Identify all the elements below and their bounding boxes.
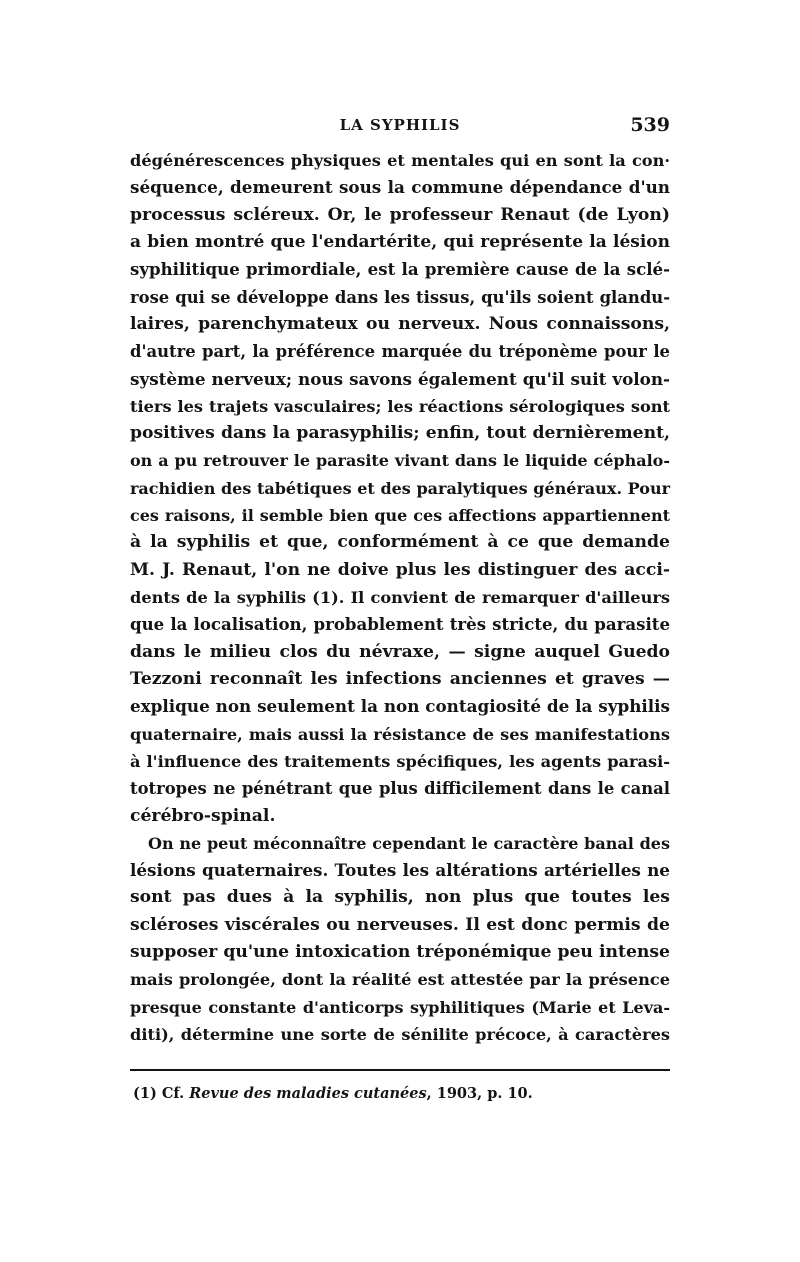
- text-line: syphilitique primordiale, est la première cause de la sclé-: [130, 259, 670, 280]
- text-line: cérébro-spinal.: [130, 805, 276, 826]
- text-line: séquence, demeurent sous la commune dépendance d'un: [130, 177, 670, 198]
- text-line: dents de la syphilis (1). Il convient de remarquer d'ailleurs: [130, 588, 670, 607]
- footnote-source-title: Revue des maladies cutanées: [189, 1085, 427, 1102]
- text-line: on a pu retrouver le parasite vivant dans le liquide céphalo-: [130, 451, 670, 471]
- text-line: M. J. Renaut, l'on ne doive plus les distinguer des acci-: [130, 559, 670, 580]
- body-text: [130, 147, 670, 1048]
- text-line: quaternaire, mais aussi la résistance de ses manifestations: [130, 724, 670, 744]
- text-line: rachidien des tabétiques et des paralytiques généraux. Pour: [130, 478, 670, 498]
- page-number: 539: [630, 114, 670, 136]
- text-line: lésions quaternaires. Toutes les altérations artérielles ne: [130, 860, 670, 881]
- footnote-reference: , 1903, p. 10.: [426, 1085, 533, 1102]
- text-line: a bien montré que l'endartérite, qui représente la lésion: [130, 231, 670, 252]
- text-line: diti), détermine une sorte de sénilite précoce, à caractères: [130, 1025, 670, 1044]
- paragraph-start-line: On ne peut méconnaître cependant le caractère banal des: [148, 833, 670, 853]
- text-line: à l'influence des traitements spécifiques, les agents parasi-: [130, 751, 670, 771]
- text-line: à la syphilis et que, conformément à ce que demande: [130, 532, 670, 553]
- footnote-divider: [130, 1069, 670, 1071]
- text-line: d'autre part, la préférence marquée du tréponème pour le: [130, 342, 670, 362]
- footnote-marker: (1) Cf.: [133, 1085, 190, 1102]
- running-title: LA SYPHILIS: [339, 116, 461, 134]
- text-line: Tezzoni reconnaît les infections anciennes et graves —: [130, 668, 670, 689]
- text-line: laires, parenchymateux ou nerveux. Nous connaissons,: [130, 313, 670, 334]
- text-line: que la localisation, probablement très stricte, du parasite: [130, 614, 670, 635]
- running-header: [130, 114, 670, 136]
- text-line: sont pas dues à la syphilis, non plus que toutes les: [130, 887, 670, 908]
- text-line: dans le milieu clos du névraxe, — signe auquel Guedo: [130, 641, 670, 662]
- text-line: tiers les trajets vasculaires; les réactions sérologiques sont: [130, 396, 670, 416]
- text-line: processus scléreux. Or, le professeur Renaut (de Lyon): [130, 204, 670, 225]
- text-line: mais prolongée, dont la réalité est attestée par la présence: [130, 970, 670, 990]
- text-line: ces raisons, il semble bien que ces affections appartiennent: [130, 506, 670, 526]
- text-line: système nerveux; nous savons également qu'il suit volon-: [130, 368, 670, 389]
- text-line: positives dans la parasyphilis; enfin, tout dernièrement,: [130, 423, 670, 444]
- text-line: presque constante d'anticorps syphilitiques (Marie et Leva-: [130, 997, 670, 1017]
- text-line: dégénérescences physiques et mentales qui en sont la con·: [130, 151, 670, 170]
- text-line: supposer qu'une intoxication tréponémique peu intense: [130, 942, 670, 963]
- text-line: explique non seulement la non contagiosité de la syphilis: [130, 696, 670, 717]
- footnote: [133, 1083, 673, 1105]
- text-line: scléroses viscérales ou nerveuses. Il est donc permis de: [130, 914, 670, 935]
- text-line: rose qui se développe dans les tissus, qu'ils soient glandu-: [130, 287, 670, 307]
- text-line: totropes ne pénétrant que plus difficilement dans le canal: [130, 779, 670, 799]
